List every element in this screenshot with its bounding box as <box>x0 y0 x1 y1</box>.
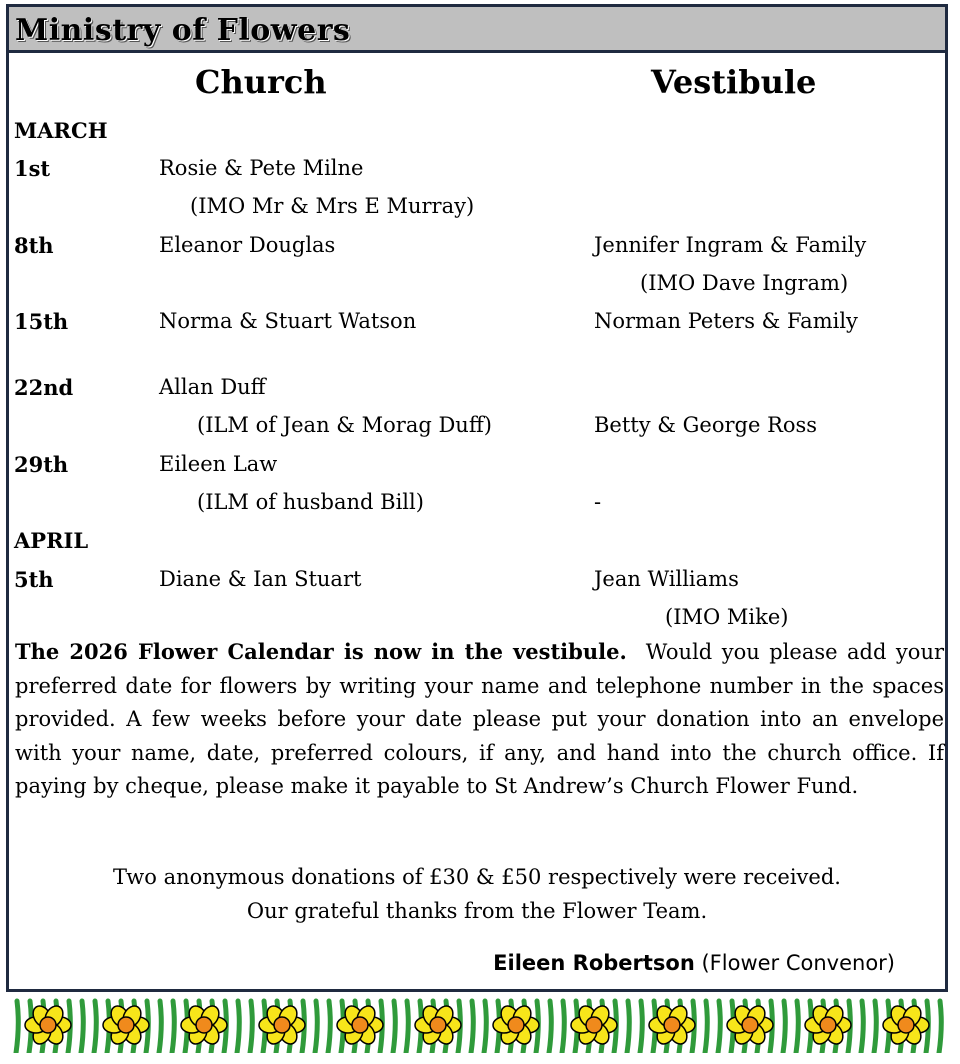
leaf-stroke <box>783 1001 785 1053</box>
row-date: 5th <box>14 567 54 592</box>
row-date: 29th <box>14 452 69 477</box>
calendar-notice <box>15 635 944 804</box>
row-date: 1st <box>14 156 51 181</box>
signature-name: Eileen Robertson <box>493 951 695 975</box>
church-note: (ILM of Jean & Morag Duff) <box>197 413 492 437</box>
church-donor: Rosie & Pete Milne <box>159 156 364 180</box>
vestibule-column-heading: Vestibule <box>651 63 817 101</box>
leaf-stroke <box>81 1001 83 1053</box>
vestibule-donor: - <box>594 490 602 514</box>
leaf-stroke <box>315 1001 317 1053</box>
daffodil-border <box>12 997 948 1053</box>
leaf-stroke <box>393 1001 395 1053</box>
church-note: (ILM of husband Bill) <box>197 490 424 514</box>
month-march: MARCH <box>14 118 108 143</box>
leaf-stroke <box>250 1001 252 1053</box>
thanks-line: Our grateful thanks from the Flower Team. <box>246 899 708 923</box>
leaf-stroke <box>874 1001 876 1053</box>
leaf-stroke <box>237 1001 239 1053</box>
leaf-stroke <box>159 1001 161 1053</box>
church-donor: Allan Duff <box>159 375 266 399</box>
church-donor: Eileen Law <box>159 452 278 476</box>
page-title: Ministry of Flowers <box>15 13 351 48</box>
leaf-stroke <box>718 1001 720 1053</box>
donations-line: Two anonymous donations of £30 & £50 respectively were received. <box>113 865 841 889</box>
church-donor: Eleanor Douglas <box>159 233 336 257</box>
notice-headline: The 2026 Flower Calendar is now in the vestibule. <box>15 639 627 664</box>
row-date: 8th <box>14 233 54 258</box>
vestibule-donor: Betty & George Ross <box>594 413 818 437</box>
vestibule-donor: Norman Peters & Family <box>594 309 858 333</box>
leaf-stroke <box>406 1001 408 1053</box>
vestibule-donor: Jean Williams <box>594 567 739 591</box>
row-date: 15th <box>14 309 69 334</box>
title-bar <box>9 7 945 53</box>
leaf-stroke <box>627 1001 629 1053</box>
vestibule-note: (IMO Dave Ingram) <box>640 271 849 295</box>
month-april: APRIL <box>14 528 89 553</box>
flowers-notice <box>6 4 948 992</box>
leaf-stroke <box>549 1001 551 1053</box>
church-donor: Norma & Stuart Watson <box>159 309 417 333</box>
leaf-stroke <box>471 1001 473 1053</box>
church-donor: Diane & Ian Stuart <box>159 567 362 591</box>
leaf-stroke <box>172 1001 174 1053</box>
leaf-stroke <box>94 1001 96 1053</box>
vestibule-donor: Jennifer Ingram & Family <box>594 233 867 257</box>
leaf-stroke <box>640 1001 642 1053</box>
leaf-stroke <box>861 1001 863 1053</box>
leaf-stroke <box>484 1001 486 1053</box>
leaf-stroke <box>705 1001 707 1053</box>
leaf-stroke <box>562 1001 564 1053</box>
church-note: (IMO Mr & Mrs E Murray) <box>190 194 475 218</box>
leaf-stroke <box>939 1001 941 1053</box>
signature <box>493 951 895 975</box>
leaf-stroke <box>796 1001 798 1053</box>
signature-role: (Flower Convenor) <box>701 951 895 975</box>
church-column-heading: Church <box>195 63 327 101</box>
leaf-stroke <box>328 1001 330 1053</box>
leaf-stroke <box>16 1001 18 1053</box>
notice-body: Would you please add your preferred date for flowers by writing your name and telephone number in the spaces provided. A few weeks before your date please put your donation into an envelope with your name, date, preferred colours, if any, and hand into the church office. If paying by cheque, please make it payable to St Andrew’s Church Flower Fund. <box>15 640 945 798</box>
row-date: 22nd <box>14 375 74 400</box>
vestibule-note: (IMO Mike) <box>665 605 789 629</box>
